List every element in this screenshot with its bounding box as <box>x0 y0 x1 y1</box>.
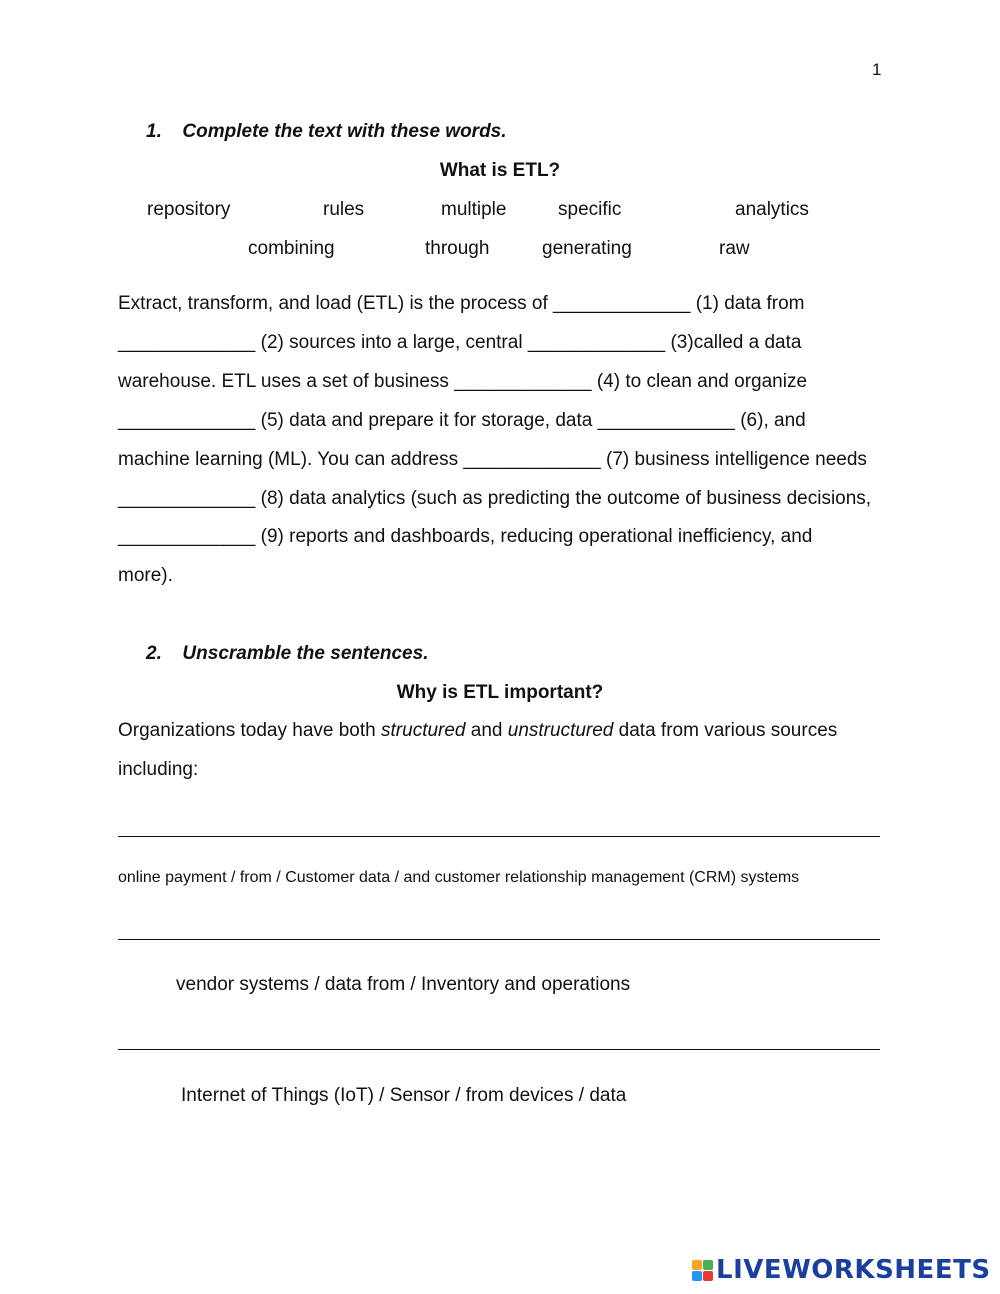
answer-line[interactable] <box>118 836 880 837</box>
scrambled-sentence: Internet of Things (IoT) / Sensor / from devices / data <box>181 1085 627 1106</box>
page-number: 1 <box>872 60 882 79</box>
paragraph-line: warehouse. ETL uses a set of business _____________ (4) to clean and organize <box>118 371 808 392</box>
word-bank-item: combining <box>248 238 335 259</box>
intro-italic-unstructured: unstructured <box>507 720 614 741</box>
logo-square <box>703 1260 713 1270</box>
section2-heading-number: 2. <box>146 643 162 664</box>
section1-heading-text: Complete the text with these words. <box>182 121 507 142</box>
section2-title: Why is ETL important? <box>396 682 604 703</box>
paragraph-line: more). <box>118 565 173 586</box>
paragraph-line: _____________ (5) data and prepare it for storage, data _____________ (6), and <box>118 410 806 431</box>
paragraph-line: _____________ (9) reports and dashboards, reducing operational inefficiency, and <box>118 526 813 547</box>
intro-italic-structured: structured <box>381 720 466 741</box>
paragraph-line: Extract, transform, and load (ETL) is the process of _____________ (1) data from <box>118 293 805 314</box>
word-bank-item: multiple <box>441 199 507 220</box>
intro-text: Organizations today have both <box>118 720 382 741</box>
paragraph-line: _____________ (8) data analytics (such as predicting the outcome of business decisions, <box>118 488 872 509</box>
logo-square <box>692 1271 702 1281</box>
section1-heading-number: 1. <box>146 121 162 142</box>
logo-text: LIVEWORKSHEETS <box>716 1255 991 1285</box>
paragraph-line: machine learning (ML). You can address _____________ (7) business intelligence needs <box>118 449 867 470</box>
intro-text: and <box>465 720 508 741</box>
answer-line[interactable] <box>118 1049 880 1050</box>
logo-square <box>692 1260 702 1270</box>
word-bank-item: raw <box>719 238 750 259</box>
section2-heading <box>146 644 428 663</box>
answer-line[interactable] <box>118 939 880 940</box>
word-bank-item: through <box>425 238 490 259</box>
scrambled-sentence: vendor systems / data from / Inventory and operations <box>176 974 631 995</box>
section2-intro <box>118 721 837 740</box>
word-bank-item: specific <box>558 199 622 220</box>
scrambled-sentence: online payment / from / Customer data / and customer relationship management (CRM) systems <box>118 869 800 886</box>
intro-text: data from various sources <box>613 720 838 741</box>
logo-square <box>703 1271 713 1281</box>
section1-title: What is ETL? <box>439 160 561 181</box>
liveworksheets-logo <box>692 1255 991 1285</box>
word-bank-item: generating <box>542 238 632 259</box>
section1-heading <box>146 122 507 141</box>
word-bank-item: analytics <box>735 199 809 220</box>
section2-heading-text: Unscramble the sentences. <box>182 643 429 664</box>
paragraph-line: _____________ (2) sources into a large, central _____________ (3)called a data <box>118 332 802 353</box>
section2-intro-line2: including: <box>118 759 199 780</box>
logo-mark-icon <box>692 1260 713 1281</box>
word-bank-item: rules <box>323 199 365 220</box>
word-bank-item: repository <box>147 199 231 220</box>
